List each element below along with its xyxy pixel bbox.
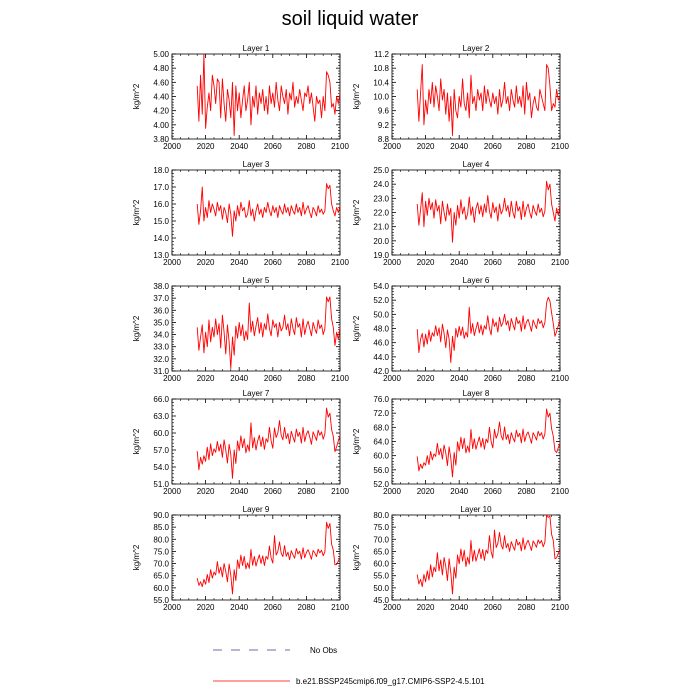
x-tick-label: 2080: [297, 142, 316, 151]
y-tick-label: 66.0: [153, 395, 169, 404]
x-tick-label: 2100: [331, 603, 349, 612]
x-tick-label: 2000: [163, 487, 181, 496]
chart-panel: [352, 160, 569, 267]
y-tick-label: 24.0: [373, 180, 389, 190]
series-line: [417, 409, 560, 477]
x-tick-label: 2020: [196, 374, 215, 383]
y-tick-label: 20.0: [373, 236, 389, 246]
y-tick-label: 75.0: [373, 523, 389, 533]
series-line: [197, 184, 340, 237]
y-tick-label: 52.0: [373, 480, 389, 489]
x-tick-label: 2040: [450, 487, 469, 496]
panel-title: Layer 1: [242, 44, 270, 53]
x-tick-label: 2020: [416, 142, 435, 151]
plot-frame: [392, 515, 560, 600]
chart-panel: [352, 389, 569, 496]
chart-panel: [352, 276, 569, 383]
x-tick-label: 2040: [230, 487, 249, 496]
y-tick-label: 48.0: [373, 324, 389, 334]
y-tick-label: 50.0: [373, 310, 389, 320]
series-line: [417, 297, 560, 362]
x-tick-label: 2020: [196, 258, 215, 267]
y-tick-label: 4.60: [153, 78, 169, 88]
y-tick-label: 65.0: [153, 571, 169, 581]
y-tick-label: 90.0: [153, 511, 169, 520]
panel-title: Layer 9: [242, 505, 270, 514]
x-tick-label: 2080: [297, 258, 316, 267]
x-tick-label: 2080: [517, 142, 536, 151]
y-tick-label: 31.0: [153, 367, 169, 376]
x-tick-label: 2000: [383, 487, 401, 496]
x-tick-label: 2000: [383, 142, 401, 151]
y-axis-label: kg/m^2: [132, 83, 141, 110]
page-title: soil liquid water: [281, 8, 419, 30]
series-line: [197, 408, 340, 478]
x-tick-label: 2100: [551, 374, 569, 383]
y-axis-label: kg/m^2: [132, 315, 141, 342]
x-tick-label: 2020: [416, 374, 435, 383]
x-tick-label: 2060: [263, 374, 282, 383]
y-tick-label: 11.2: [374, 50, 389, 59]
x-tick-label: 2100: [551, 258, 569, 267]
x-tick-label: 2060: [483, 142, 502, 151]
series-line: [197, 522, 340, 594]
y-tick-label: 10.8: [373, 64, 389, 74]
y-tick-label: 9.2: [377, 120, 389, 130]
y-tick-label: 56.0: [373, 465, 389, 475]
x-tick-label: 2040: [230, 603, 249, 612]
y-tick-label: 19.0: [373, 251, 389, 260]
y-axis-label: kg/m^2: [352, 83, 361, 110]
x-tick-label: 2020: [416, 258, 435, 267]
x-tick-label: 2100: [551, 487, 569, 496]
y-tick-label: 57.0: [153, 446, 169, 455]
series-line: [197, 54, 340, 135]
x-tick-label: 2020: [196, 487, 215, 496]
x-tick-label: 2080: [517, 374, 536, 383]
y-axis-label: kg/m^2: [132, 428, 141, 455]
x-tick-label: 2060: [483, 487, 502, 496]
x-tick-label: 2040: [450, 374, 469, 383]
y-tick-label: 25.0: [373, 166, 389, 175]
series-line: [417, 181, 560, 242]
y-axis-label: kg/m^2: [352, 544, 361, 571]
y-tick-label: 85.0: [153, 523, 169, 533]
x-tick-label: 2080: [297, 487, 316, 496]
x-tick-label: 2000: [383, 603, 401, 612]
y-tick-label: 80.0: [153, 535, 169, 545]
x-tick-label: 2040: [230, 374, 249, 383]
y-tick-label: 72.0: [373, 409, 389, 419]
plot-frame: [392, 399, 560, 484]
y-tick-label: 33.0: [153, 342, 169, 352]
y-tick-label: 70.0: [373, 535, 389, 545]
y-tick-label: 10.0: [373, 92, 389, 102]
y-axis-label: kg/m^2: [352, 428, 361, 455]
y-tick-label: 16.0: [153, 200, 169, 209]
x-tick-label: 2000: [163, 603, 181, 612]
y-axis-label: kg/m^2: [352, 199, 361, 226]
x-tick-label: 2060: [483, 603, 502, 612]
y-tick-label: 60.0: [373, 451, 389, 461]
legend: [213, 646, 485, 686]
x-tick-label: 2100: [331, 142, 349, 151]
x-tick-label: 2020: [196, 603, 215, 612]
panel-title: Layer 3: [242, 160, 270, 169]
x-tick-label: 2100: [331, 258, 349, 267]
x-tick-label: 2000: [383, 374, 401, 383]
y-tick-label: 63.0: [153, 412, 169, 421]
y-tick-label: 55.0: [153, 596, 169, 605]
x-tick-label: 2100: [331, 487, 349, 496]
x-tick-label: 2100: [551, 142, 569, 151]
chart-panel: [132, 44, 349, 151]
plot-frame: [392, 170, 560, 255]
y-tick-label: 37.0: [153, 294, 169, 304]
x-tick-label: 2080: [517, 603, 536, 612]
plot-frame: [172, 399, 340, 484]
y-tick-label: 34.0: [153, 330, 169, 340]
x-tick-label: 2020: [416, 603, 435, 612]
plot-frame: [172, 515, 340, 600]
y-tick-label: 36.0: [153, 306, 169, 316]
y-tick-label: 70.0: [153, 559, 169, 569]
x-tick-label: 2040: [450, 258, 469, 267]
y-tick-label: 50.0: [373, 583, 389, 593]
x-tick-label: 2080: [517, 258, 536, 267]
y-tick-label: 68.0: [373, 423, 389, 433]
y-tick-label: 13.0: [153, 251, 169, 260]
x-tick-label: 2040: [230, 258, 249, 267]
chart-panel: [132, 505, 349, 612]
y-tick-label: 23.0: [373, 194, 389, 204]
y-tick-label: 3.80: [153, 135, 169, 144]
y-tick-label: 4.80: [153, 64, 169, 74]
y-tick-label: 51.0: [153, 480, 169, 489]
y-axis-label: kg/m^2: [352, 315, 361, 342]
y-tick-label: 4.20: [153, 106, 169, 116]
x-tick-label: 2060: [263, 487, 282, 496]
y-tick-label: 55.0: [373, 571, 389, 581]
x-tick-label: 2100: [551, 603, 569, 612]
y-tick-label: 18.0: [153, 166, 169, 175]
x-tick-label: 2040: [230, 142, 249, 151]
panel-title: Layer 4: [462, 160, 490, 169]
y-tick-label: 64.0: [373, 437, 389, 447]
panel-title: Layer 5: [242, 276, 270, 285]
plot-frame: [172, 54, 340, 139]
y-axis-label: kg/m^2: [132, 199, 141, 226]
x-tick-label: 2000: [163, 258, 181, 267]
series-line: [417, 515, 560, 594]
y-tick-label: 38.0: [153, 282, 169, 291]
y-tick-label: 75.0: [153, 547, 169, 557]
y-tick-label: 76.0: [373, 395, 389, 404]
y-tick-label: 60.0: [153, 429, 169, 438]
y-tick-label: 60.0: [153, 583, 169, 593]
chart-panel: [352, 44, 569, 151]
x-tick-label: 2060: [263, 603, 282, 612]
y-tick-label: 10.4: [373, 78, 389, 88]
y-tick-label: 4.40: [153, 92, 169, 102]
panel-title: Layer 8: [462, 389, 490, 398]
x-tick-label: 2060: [483, 374, 502, 383]
y-tick-label: 80.0: [373, 511, 389, 520]
panel-title: Layer 6: [462, 276, 490, 285]
y-tick-label: 44.0: [373, 352, 389, 362]
y-tick-label: 32.0: [153, 354, 169, 364]
y-tick-label: 54.0: [153, 463, 169, 472]
y-tick-label: 42.0: [373, 367, 389, 376]
y-tick-label: 52.0: [373, 296, 389, 306]
y-tick-label: 35.0: [153, 318, 169, 328]
x-tick-label: 2040: [450, 603, 469, 612]
x-tick-label: 2080: [517, 487, 536, 496]
x-tick-label: 2060: [263, 142, 282, 151]
y-tick-label: 14.0: [153, 234, 169, 243]
panel-title: Layer 10: [460, 505, 492, 514]
y-tick-label: 4.00: [153, 120, 169, 130]
y-tick-label: 8.8: [377, 135, 389, 144]
chart-panel: [132, 160, 349, 267]
panel-title: Layer 7: [242, 389, 270, 398]
x-tick-label: 2000: [163, 142, 181, 151]
x-tick-label: 2100: [331, 374, 349, 383]
y-tick-label: 15.0: [153, 217, 169, 226]
chart-panel: [132, 276, 349, 383]
series-line: [417, 65, 560, 136]
y-tick-label: 22.0: [373, 208, 389, 218]
y-tick-label: 5.00: [153, 50, 169, 59]
legend-model-label: b.e21.BSSP245cmip6.f09_g17.CMIP6-SSP2-4.5.101: [296, 677, 485, 686]
x-tick-label: 2060: [263, 258, 282, 267]
y-tick-label: 17.0: [153, 183, 169, 192]
chart-panels: [132, 44, 569, 612]
y-tick-label: 60.0: [373, 559, 389, 569]
legend-obs-label: No Obs: [310, 646, 338, 655]
x-tick-label: 2000: [163, 374, 181, 383]
x-tick-label: 2080: [297, 374, 316, 383]
panel-title: Layer 2: [462, 44, 490, 53]
y-tick-label: 46.0: [373, 338, 389, 348]
x-tick-label: 2060: [483, 258, 502, 267]
y-tick-label: 54.0: [373, 282, 389, 291]
x-tick-label: 2020: [196, 142, 215, 151]
y-tick-label: 65.0: [373, 547, 389, 557]
series-line: [197, 297, 340, 369]
x-tick-label: 2080: [297, 603, 316, 612]
y-tick-label: 9.6: [377, 106, 389, 116]
x-tick-label: 2040: [450, 142, 469, 151]
y-tick-label: 21.0: [373, 222, 389, 232]
y-tick-label: 45.0: [373, 596, 389, 605]
y-axis-label: kg/m^2: [132, 544, 141, 571]
chart-panel: [352, 505, 569, 612]
x-tick-label: 2000: [383, 258, 401, 267]
x-tick-label: 2020: [416, 487, 435, 496]
chart-panel: [132, 389, 349, 496]
